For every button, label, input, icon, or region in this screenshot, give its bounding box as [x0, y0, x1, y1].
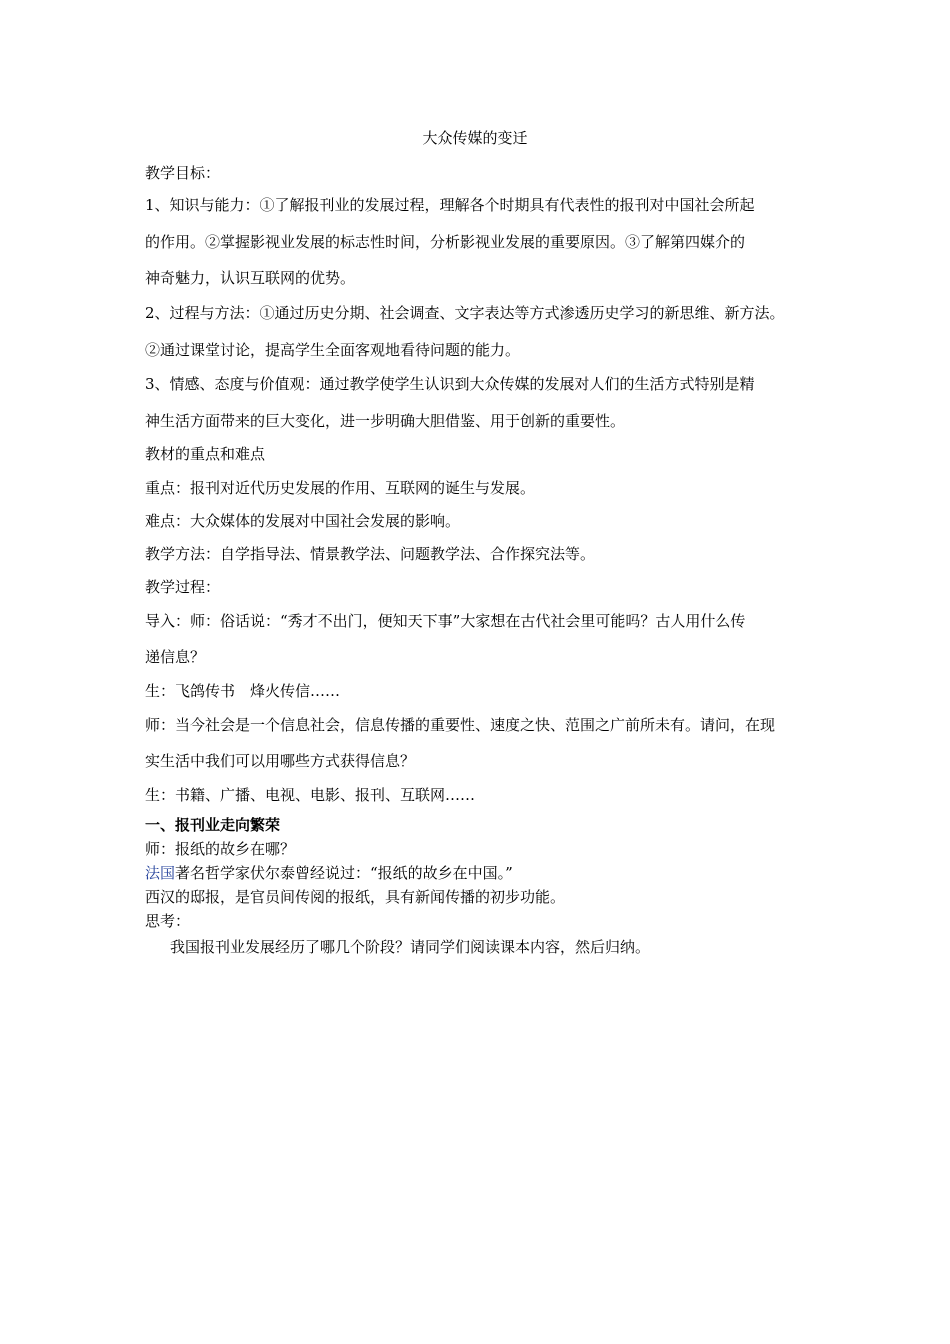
teacher-question-2: 师：报纸的故乡在哪？: [145, 840, 296, 858]
france-link[interactable]: 法国: [145, 864, 176, 882]
teacher-question-line2: 实生活中我们可以用哪些方式获得信息？: [145, 752, 416, 770]
goal1-line2: 的作用。②掌握影视业发展的标志性时间，分析影视业发展的重要原因。③了解第四媒介的: [145, 233, 746, 251]
thinking-question: 我国报刊业发展经历了哪几个阶段？请同学们阅读课本内容，然后归纳。: [170, 938, 651, 956]
goal2-line1: 2、过程与方法：①通过历史分期、社会调查、文字表达等方式渗透历史学习的新思维、新方法。: [145, 304, 785, 322]
intro-line1: 导入：师：俗话说：“秀才不出门，便知天下事”大家想在古代社会里可能吗？古人用什么传: [145, 612, 746, 630]
goal3-line1: 3、情感、态度与价值观：通过教学使学生认识到大众传媒的发展对人们的生活方式特别是精: [145, 375, 755, 393]
goal1-line1: 1、知识与能力：①了解报刊业的发展过程，理解各个时期具有代表性的报刊对中国社会所起: [145, 196, 755, 214]
teacher-question-line1: 师：当今社会是一个信息社会，信息传播的重要性、速度之快、范围之广前所未有。请问，在现: [145, 716, 776, 734]
france-quote-line: [145, 863, 513, 883]
goal1-line3: 神奇魅力，认识互联网的优势。: [145, 269, 356, 287]
teaching-goals-heading: 教学目标：: [145, 164, 221, 182]
key-points-heading: 教材的重点和难点: [145, 445, 266, 463]
teaching-process-heading: 教学过程：: [145, 578, 221, 596]
goal3-line2: 神生活方面带来的巨大变化，进一步明确大胆借鉴、用于创新的重要性。: [145, 412, 626, 430]
intro-line2: 递信息？: [145, 648, 206, 666]
section1-heading: 一、报刊业走向繁荣: [145, 816, 281, 834]
teaching-methods: 教学方法：自学指导法、情景教学法、问题教学法、合作探究法等。: [145, 545, 596, 563]
student-answer-2: 生：书籍、广播、电视、电影、报刊、互联网……: [145, 786, 476, 804]
france-quote: 著名哲学家伏尔泰曾经说过：“报纸的故乡在中国。”: [175, 864, 513, 882]
western-han-line: 西汉的邸报，是官员间传阅的报纸，具有新闻传播的初步功能。: [145, 888, 566, 906]
key-point: 重点：报刊对近代历史发展的作用、互联网的诞生与发展。: [145, 479, 536, 497]
student-answer-1: 生：飞鸽传书 烽火传信……: [145, 682, 341, 700]
goal2-line2: ②通过课堂讨论，提高学生全面客观地看待问题的能力。: [145, 341, 521, 359]
difficult-point: 难点：大众媒体的发展对中国社会发展的影响。: [145, 512, 461, 530]
document-title: 大众传媒的变迁: [422, 129, 528, 147]
thinking-heading: 思考：: [145, 912, 191, 930]
